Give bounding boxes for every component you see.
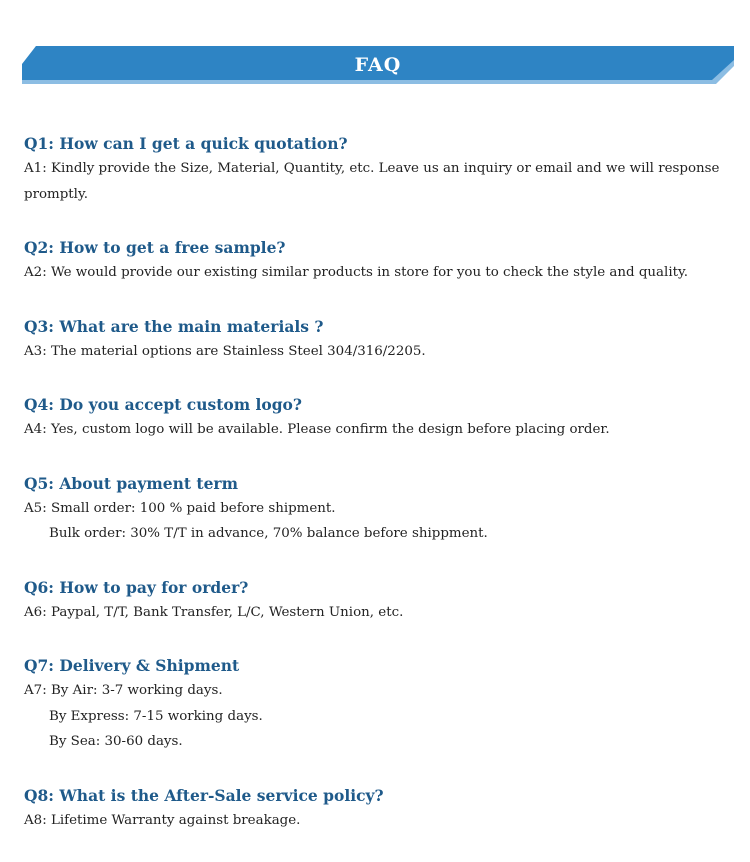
answer-line: A4: Yes, custom logo will be available. Please confirm the design before placing order. xyxy=(24,422,610,437)
answer-line: By Sea: 30-60 days. xyxy=(49,734,183,749)
answer-a1 xyxy=(24,156,734,207)
answer-line: A8: Lifetime Warranty against breakage. xyxy=(24,812,301,828)
faq-banner xyxy=(22,46,734,84)
answer-line: Bulk order: 30% T/T in advance, 70% balance before shippment. xyxy=(49,526,488,541)
question-q3: Q3: What are the main materials ? xyxy=(24,316,324,336)
faq-item-q5 xyxy=(24,472,734,547)
answer-a8 xyxy=(24,808,734,834)
answer-a7 xyxy=(24,678,734,755)
faq-item-q4 xyxy=(24,393,734,443)
answer-line: A5: Small order: 100 % paid before shipment. xyxy=(24,500,336,516)
answer-a5 xyxy=(24,496,734,547)
question-q8: Q8: What is the After-Sale service policy? xyxy=(24,785,384,805)
faq-item-q8 xyxy=(24,784,734,834)
answer-line: A1: Kindly provide the Size, Material, Quantity, etc. Leave us an inquiry or email and we will response promptly. xyxy=(24,161,720,202)
answer-line: A6: Paypal, T/T, Bank Transfer, L/C, Western Union, etc. xyxy=(24,604,404,620)
question-q1: Q1: How can I get a quick quotation? xyxy=(24,134,348,153)
faq-list xyxy=(24,132,734,862)
answer-line: A3: The material options are Stainless Steel 304/316/2205. xyxy=(24,343,426,359)
faq-item-q2 xyxy=(24,236,734,286)
faq-item-q1 xyxy=(24,132,734,207)
answer-a2 xyxy=(24,260,734,286)
answer-line: By Express: 7-15 working days. xyxy=(49,708,263,724)
question-q5: Q5: About payment term xyxy=(24,473,238,493)
answer-a6 xyxy=(24,600,734,626)
question-q2: Q2: How to get a free sample? xyxy=(24,238,286,257)
answer-line: A2: We would provide our existing similar products in store for you to check the style and quality. xyxy=(24,265,689,280)
answer-line: A7: By Air: 3-7 working days. xyxy=(24,683,223,698)
faq-item-q7 xyxy=(24,654,734,755)
answer-a4 xyxy=(24,417,734,443)
question-q6: Q6: How to pay for order? xyxy=(24,577,249,597)
faq-title: FAQ xyxy=(354,54,402,76)
question-q7: Q7: Delivery & Shipment xyxy=(24,656,240,675)
answer-a3 xyxy=(24,339,734,365)
faq-item-q6 xyxy=(24,576,734,626)
faq-item-q3 xyxy=(24,315,734,365)
question-q4: Q4: Do you accept custom logo? xyxy=(24,395,302,414)
